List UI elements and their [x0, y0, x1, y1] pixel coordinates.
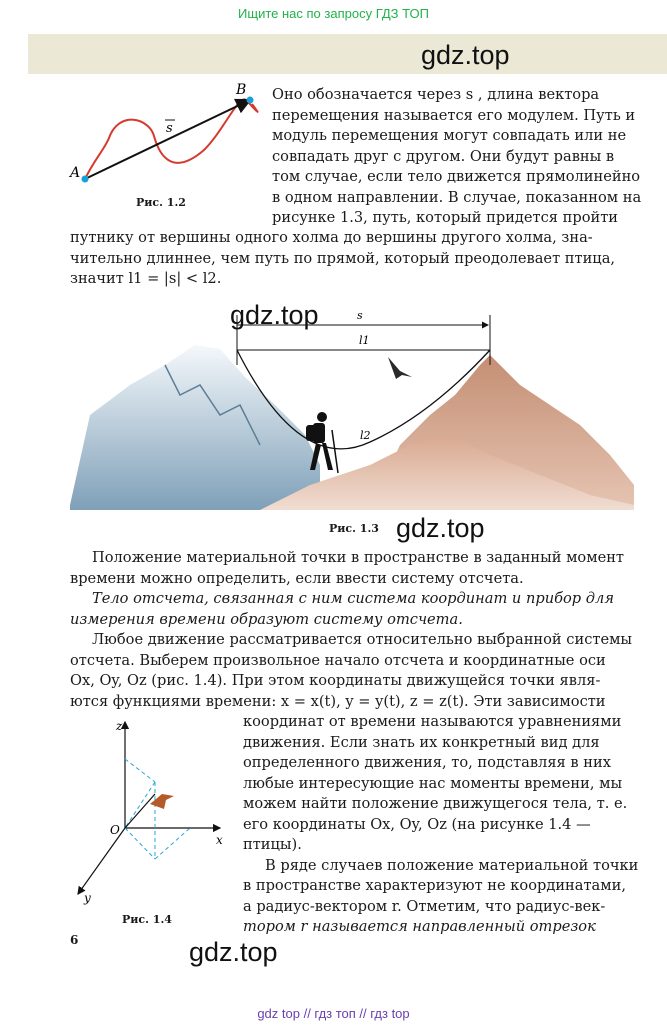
- caption-fig-1-3: Рис. 1.3: [329, 522, 379, 535]
- text-line: в пространстве характеризуют не координатами,: [243, 877, 626, 894]
- label-x: x: [216, 833, 223, 847]
- paragraph-1-wrap: [272, 85, 642, 229]
- label-a: A: [70, 165, 81, 181]
- figure-1-2: [64, 80, 274, 190]
- text-line: можем найти положение движущегося тела, т. е.: [243, 795, 628, 812]
- watermark-fig: gdz.top: [230, 300, 319, 330]
- text-line: любые интересующие нас моменты времени, мы: [243, 774, 623, 792]
- text-line-italic: измерения времени образуют систему отсчета.: [70, 610, 463, 628]
- label-s: s: [166, 121, 173, 136]
- text-line: модуль перемещения могут совпадать или не: [272, 127, 627, 144]
- text-line-italic: Тело отсчета, связанная с ним система координат и прибор для: [92, 590, 614, 607]
- text-line: совпадать друг с другом. Они будут равны в: [272, 147, 615, 165]
- point-b: [247, 97, 254, 104]
- text-line: путнику от вершины одного холма до вершины другого холма, зна-: [70, 229, 593, 246]
- header-band: [28, 34, 667, 74]
- text-line: определенного движения, то, подставляя в них: [243, 754, 611, 771]
- text-line: его координаты Ox, Oy, Oz (на рисунке 1.4 —: [243, 815, 591, 833]
- figure-1-4: [70, 714, 240, 909]
- label-s: s: [357, 309, 363, 322]
- caption-fig-1-2: Рис. 1.2: [136, 196, 186, 209]
- page-number: 6: [70, 933, 79, 947]
- snowy-mountain: [70, 345, 320, 510]
- text-line: значит l1 = |s| < l2.: [70, 270, 222, 287]
- label-b: B: [236, 82, 247, 98]
- text-line: движения. Если знать их конкретный вид для: [243, 733, 600, 751]
- text-line: Ox, Oy, Oz (рис. 1.4). При этом координаты движущейся точки явля-: [70, 672, 601, 689]
- search-banner[interactable]: Ищите нас по запросу ГДЗ ТОП: [238, 6, 429, 21]
- label-z: z: [116, 719, 123, 733]
- text-line: В ряде случаев положение материальной точки: [265, 856, 639, 874]
- text-line: птицы).: [243, 836, 302, 853]
- text-line: Любое движение рассматривается относительно выбранной системы: [92, 631, 633, 648]
- label-y: y: [84, 891, 91, 905]
- text-line: тором r называется направленный отрезок: [243, 918, 596, 935]
- label-o: O: [110, 823, 120, 837]
- bottom-links[interactable]: gdz top // гдз топ // гдз top: [257, 1006, 410, 1021]
- paragraph-3: [243, 712, 638, 938]
- watermark-mid: gdz.top: [396, 513, 485, 543]
- label-l1: l1: [359, 334, 370, 347]
- y-axis: [78, 828, 125, 894]
- text-line: рисунке 1.3, путь, который придется пройти: [272, 209, 619, 226]
- radius-vector: [125, 794, 155, 828]
- text-line: ются функциями времени: x = x(t), y = y(t), z = z(t). Эти зависимости: [70, 692, 606, 710]
- text-line: отсчета. Выберем произвольное начало отсчета и координатные оси: [70, 651, 606, 669]
- watermark-bottom: gdz.top: [189, 937, 278, 967]
- text-line: в одном направлении. В случае, показанном на: [272, 188, 642, 206]
- text-line: перемещения называется его модулем. Путь и: [272, 106, 636, 124]
- watermark-top: gdz.top: [421, 40, 510, 70]
- projection-lines: [125, 759, 190, 859]
- text-line: Положение материальной точки в пространстве в заданный момент: [92, 549, 625, 566]
- point-a: [82, 176, 89, 183]
- caption-fig-1-4: Рис. 1.4: [122, 913, 172, 926]
- displacement-vector: [85, 100, 250, 179]
- text-line: том случае, если тело движется прямолинейно: [272, 168, 641, 185]
- paragraph-1-full: [70, 228, 638, 290]
- text-line: а радиус-вектором r. Отметим, что радиус-век-: [243, 897, 606, 915]
- text-line: Оно обозначается через s , длина вектора: [272, 86, 600, 103]
- paragraph-2: [70, 548, 638, 712]
- text-line: чительно длиннее, чем путь по прямой, который преодолевает птица,: [70, 249, 616, 267]
- figure-1-3: [70, 305, 634, 510]
- text-line: координат от времени называются уравнениями: [243, 713, 622, 730]
- text-line: времени можно определить, если ввести систему отсчета.: [70, 569, 524, 587]
- label-l2: l2: [360, 429, 371, 442]
- bird-icon: [388, 357, 412, 379]
